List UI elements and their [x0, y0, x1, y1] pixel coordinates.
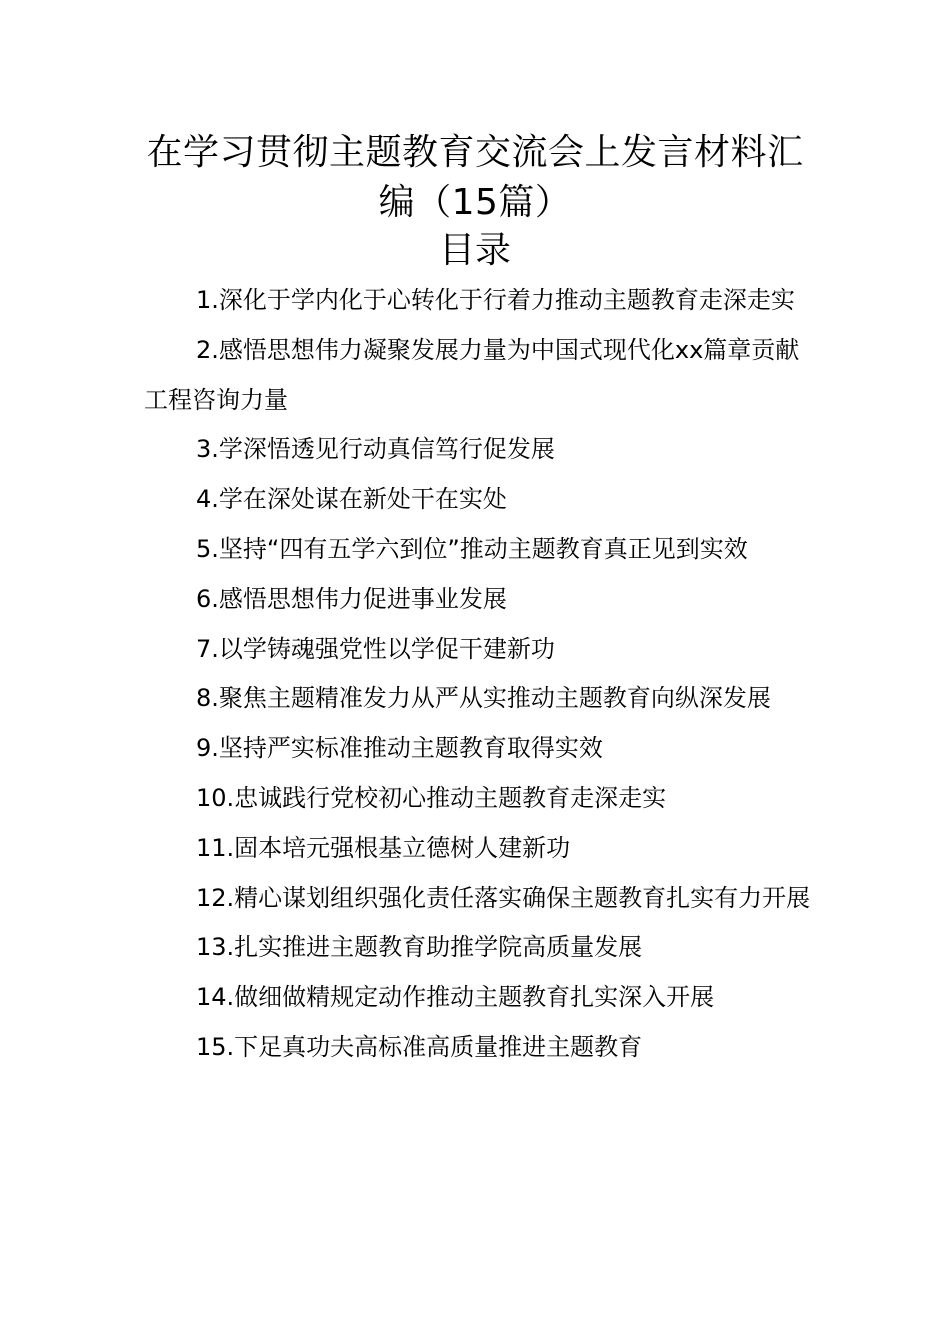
toc-item: 13.扎实推进主题教育助推学院高质量发展	[196, 933, 643, 962]
toc-item: 3.学深悟透见行动真信笃行促发展	[196, 435, 555, 464]
toc-item: 8.聚焦主题精准发力从严从实推动主题教育向纵深发展	[196, 684, 771, 713]
toc-item: 15.下足真功夫高标准高质量推进主题教育	[196, 1032, 643, 1061]
toc-item: 14.做细做精规定动作推动主题教育扎实深入开展	[196, 983, 715, 1012]
toc-heading: 目录	[438, 230, 511, 271]
toc-item: 4.学在深处谋在新处干在实处	[196, 485, 507, 514]
toc-item: 5.坚持“四有五学六到位”推动主题教育真正见到实效	[196, 534, 748, 563]
toc-item: 9.坚持严实标准推动主题教育取得实效	[196, 734, 603, 763]
document-title-line2: 编（15篇）	[378, 182, 572, 223]
toc-item: 6.感悟思想伟力促进事业发展	[196, 584, 507, 613]
toc-item: 12.精心谋划组织强化责任落实确保主题教育扎实有力开展	[196, 883, 811, 912]
toc-item: 2.感悟思想伟力凝聚发展力量为中国式现代化xx篇章贡献工程咨询力量	[144, 335, 800, 414]
toc-item: 1.深化于学内化于心转化于行着力推动主题教育走深走实	[196, 286, 795, 314]
document-title-line1: 在学习贯彻主题教育交流会上发言材料汇	[146, 132, 804, 173]
table-of-contents	[144, 276, 812, 1073]
toc-item: 7.以学铸魂强党性以学促干建新功	[196, 634, 555, 663]
toc-item: 10.忠诚践行党校初心推动主题教育走深走实	[196, 783, 667, 812]
toc-item: 11.固本培元强根基立德树人建新功	[196, 833, 571, 862]
